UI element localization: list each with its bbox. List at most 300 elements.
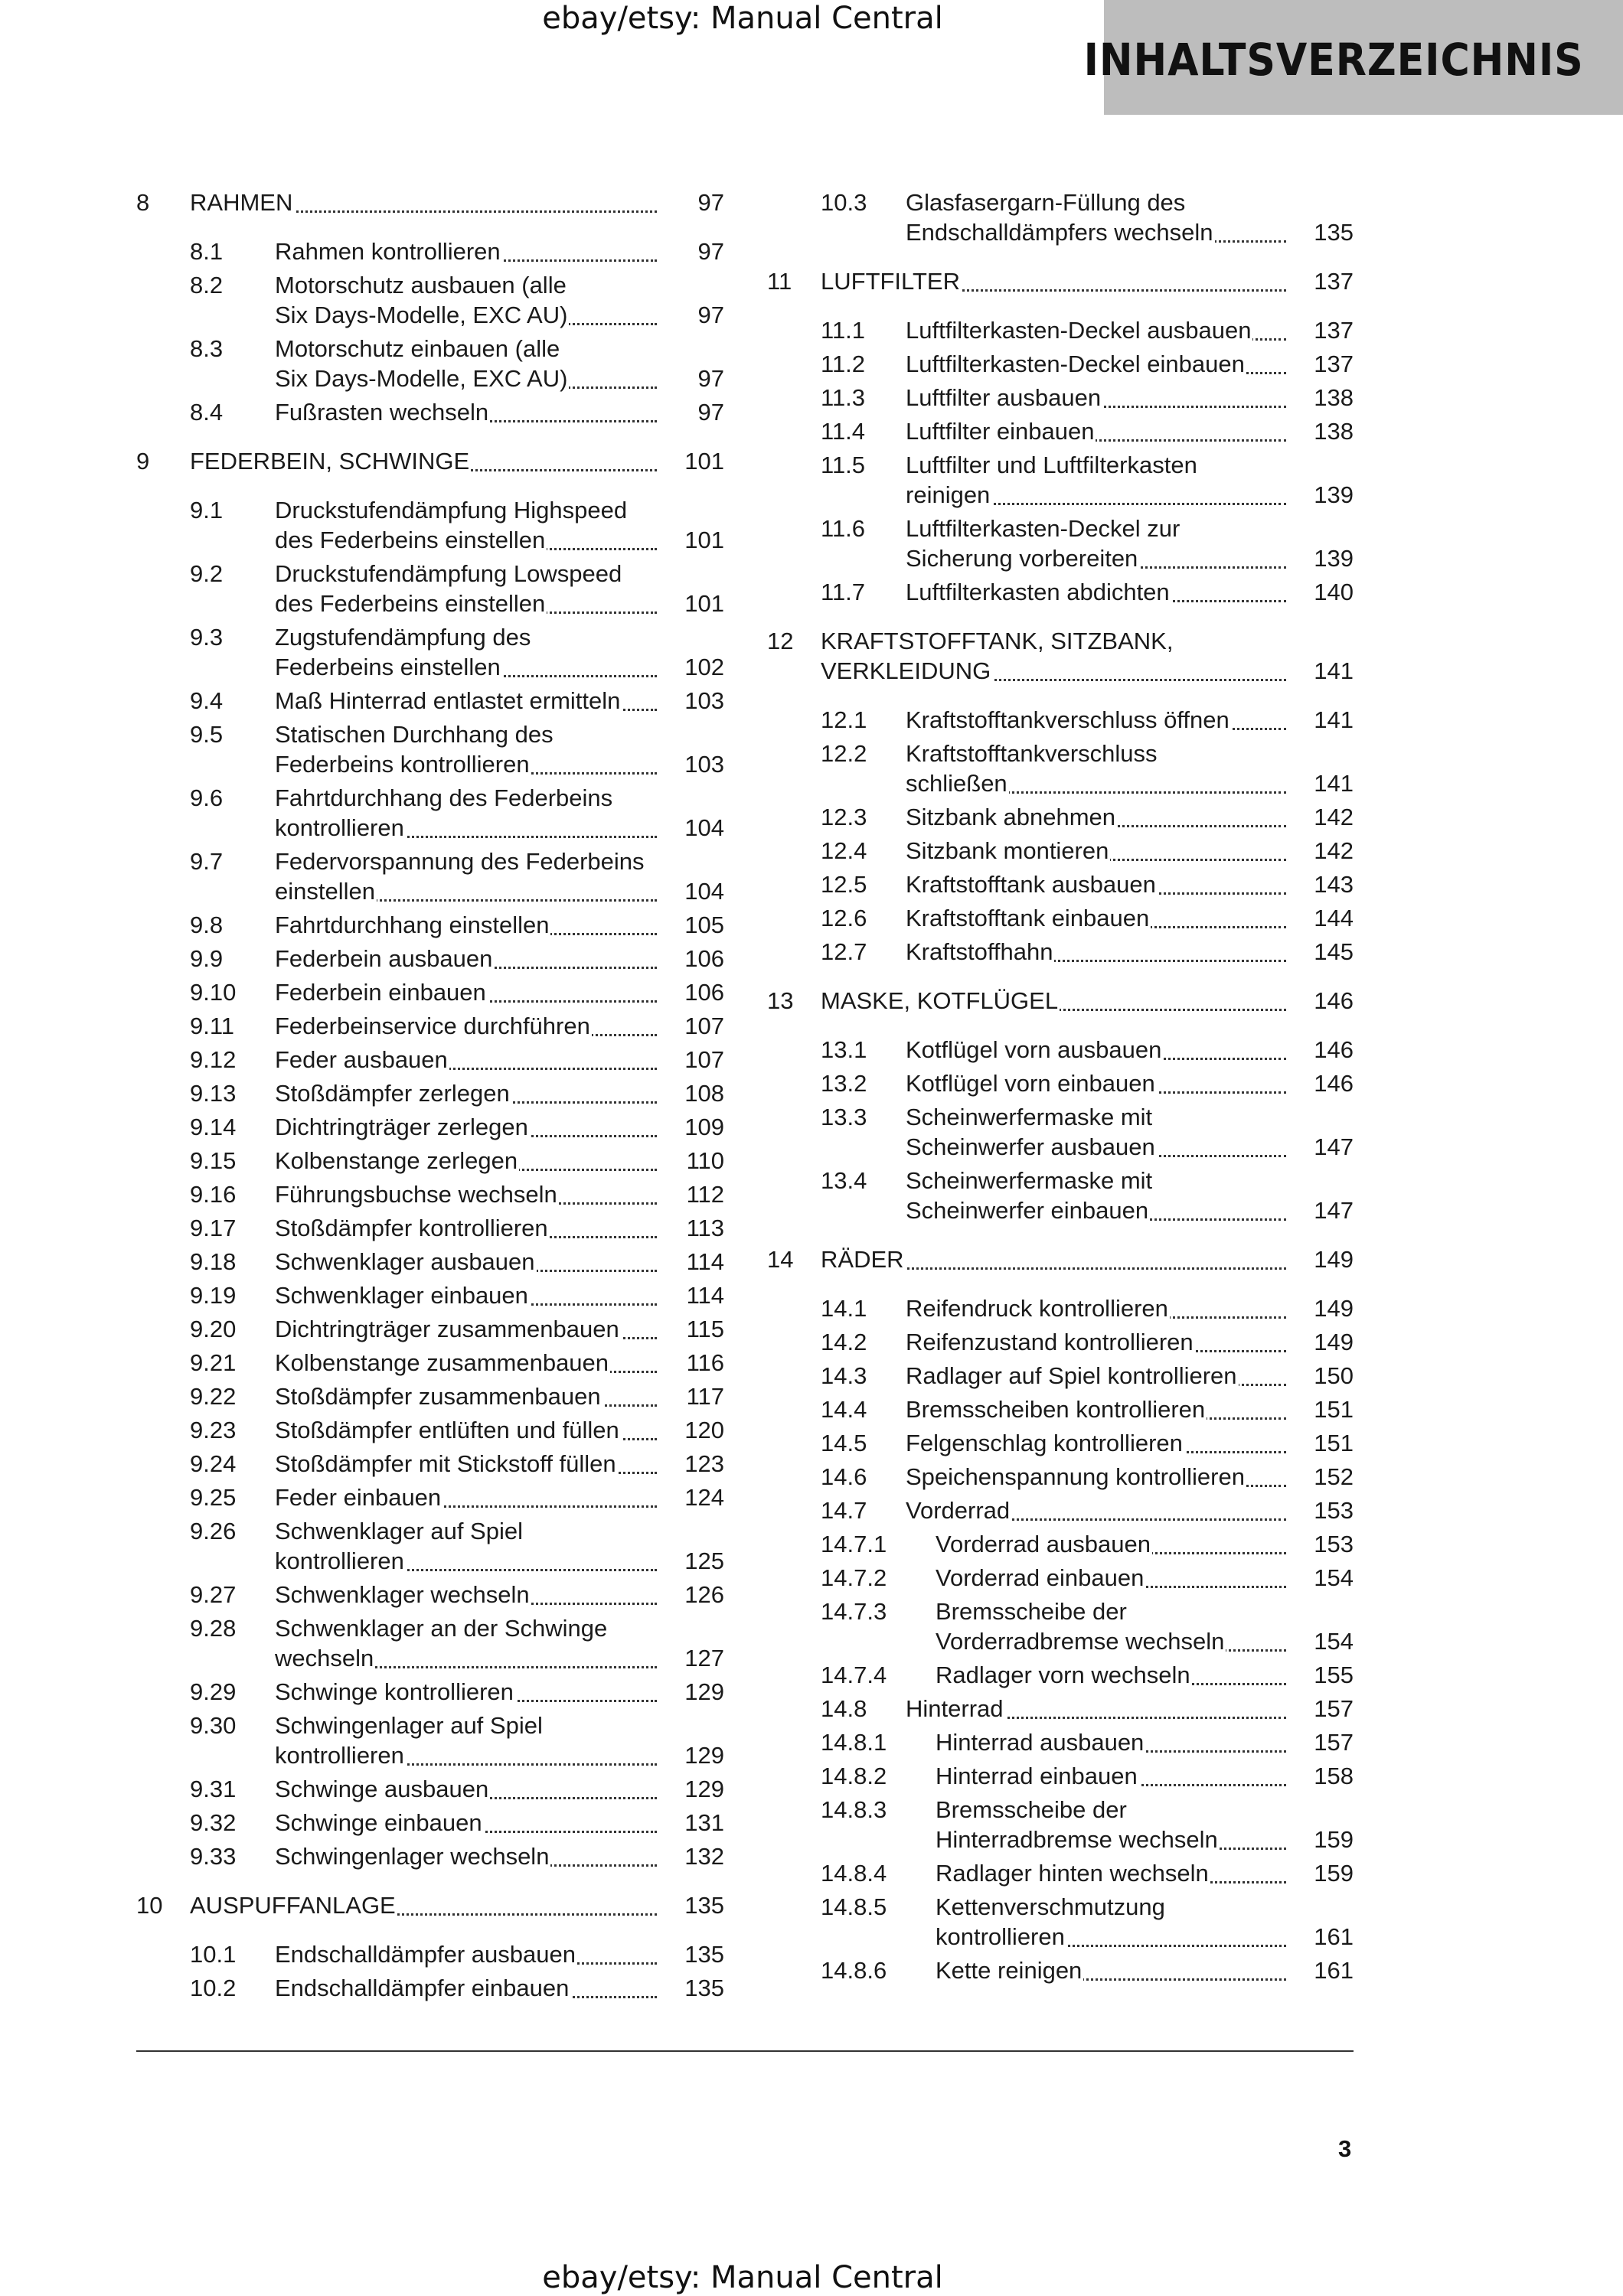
toc-entry-title: Bremsscheiben kontrollieren bbox=[906, 1396, 1206, 1423]
toc-entry-leader bbox=[275, 1740, 724, 1770]
toc-entry-title: Endschalldämpfer ausbauen bbox=[275, 1941, 576, 1968]
toc-entry-leader bbox=[275, 525, 724, 555]
toc-entry-title: Reifendruck kontrollieren bbox=[906, 1295, 1168, 1322]
toc-entry-page: 132 bbox=[684, 1843, 724, 1870]
toc-entry-number: 8.4 bbox=[190, 399, 224, 426]
toc-entry-leader bbox=[906, 1394, 1354, 1424]
toc-entry-number: 9.31 bbox=[190, 1776, 237, 1802]
toc-entry-leader bbox=[936, 1727, 1354, 1757]
toc-entry-section bbox=[136, 1179, 724, 1209]
toc-entry-page: 157 bbox=[1314, 1729, 1354, 1756]
toc-entry-title: FEDERBEIN, SCHWINGE bbox=[190, 448, 470, 475]
toc-entry-section bbox=[136, 1808, 724, 1838]
toc-entry-title: Dichtringträger zusammenbauen bbox=[275, 1316, 619, 1342]
toc-entry-section bbox=[136, 1939, 724, 1969]
toc-entry-leader bbox=[275, 1280, 724, 1310]
toc-entry-number: 14.8 bbox=[821, 1695, 867, 1722]
toc-entry-section bbox=[136, 495, 724, 555]
toc-entry-sub bbox=[767, 1761, 1354, 1791]
toc-entry-leader bbox=[275, 1146, 724, 1176]
toc-entry-number: 13 bbox=[767, 987, 794, 1014]
toc-entry-leader bbox=[906, 1428, 1354, 1458]
watermark-top: ebay/etsy: Manual Central bbox=[542, 1, 943, 36]
toc-entry-page: 101 bbox=[684, 590, 724, 617]
toc-entry-page: 114 bbox=[686, 1248, 724, 1275]
toc-entry-leader bbox=[906, 1327, 1354, 1357]
toc-entry-section bbox=[767, 383, 1354, 413]
toc-entry-number: 10.3 bbox=[821, 189, 867, 216]
toc-entry-title: RÄDER bbox=[821, 1246, 904, 1273]
toc-entry-leader bbox=[275, 1381, 724, 1411]
toc-entry-title: Radlager hinten wechseln bbox=[936, 1860, 1209, 1887]
toc-entry-page: 161 bbox=[1314, 1923, 1354, 1950]
toc-entry-number: 12.1 bbox=[821, 706, 867, 733]
toc-entry-page: 97 bbox=[697, 399, 724, 426]
toc-entry-section bbox=[136, 910, 724, 940]
toc-entry-number: 9.25 bbox=[190, 1484, 237, 1511]
toc-entry-title: des Federbeins einstellen bbox=[275, 527, 546, 553]
toc-entry-title-line: Motorschutz einbauen (alle bbox=[275, 335, 560, 362]
toc-entry-number: 11.1 bbox=[821, 317, 866, 344]
toc-entry-title: Feder ausbauen bbox=[275, 1046, 448, 1073]
toc-entry-page: 152 bbox=[1314, 1463, 1354, 1490]
toc-entry-leader bbox=[936, 1858, 1354, 1888]
toc-entry-title-line: Kraftstofftankverschluss bbox=[906, 740, 1158, 767]
toc-entry-title: Endschalldämpfers wechseln bbox=[906, 219, 1213, 246]
toc-entry-leader bbox=[275, 1011, 724, 1041]
toc-entry-sub bbox=[767, 1892, 1354, 1952]
toc-entry-title: Vorderrad bbox=[906, 1497, 1011, 1524]
toc-entry-title: schließen bbox=[906, 770, 1007, 797]
toc-entry-number: 14.8.2 bbox=[821, 1763, 887, 1789]
toc-entry-leader bbox=[906, 705, 1354, 735]
toc-entry-title: AUSPUFFANLAGE bbox=[190, 1892, 396, 1919]
toc-entry-section bbox=[767, 188, 1354, 247]
toc-entry-section bbox=[136, 1213, 724, 1243]
toc-entry-number: 14.8.3 bbox=[821, 1796, 887, 1823]
toc-entry-title: Sicherung vorbereiten bbox=[906, 545, 1138, 572]
toc-entry-title: Kraftstofftank ausbauen bbox=[906, 871, 1156, 898]
toc-entry-page: 107 bbox=[684, 1013, 724, 1039]
toc-entry-title-line: Schwingenlager auf Spiel bbox=[275, 1712, 543, 1739]
toc-entry-section bbox=[767, 450, 1354, 510]
toc-entry-number: 9.18 bbox=[190, 1248, 237, 1275]
toc-entry-leader bbox=[906, 1195, 1354, 1225]
toc-entry-section bbox=[767, 1694, 1354, 1724]
toc-entry-sub bbox=[767, 1660, 1354, 1690]
toc-entry-leader bbox=[906, 349, 1354, 379]
toc-entry-number: 9.21 bbox=[190, 1349, 237, 1376]
toc-entry-page: 115 bbox=[686, 1316, 724, 1342]
toc-entry-leader bbox=[275, 1841, 724, 1871]
toc-entry-leader bbox=[821, 656, 1354, 686]
toc-entry-leader bbox=[275, 876, 724, 906]
toc-entry-number: 10.1 bbox=[190, 1941, 237, 1968]
toc-entry-number: 9.19 bbox=[190, 1282, 237, 1309]
toc-entry-section bbox=[136, 1112, 724, 1142]
toc-entry-leader bbox=[275, 944, 724, 974]
toc-entry-title: Federbeinservice durchführen bbox=[275, 1013, 590, 1039]
toc-entry-leader bbox=[275, 1643, 724, 1673]
toc-entry-leader bbox=[275, 1078, 724, 1108]
toc-entry-section bbox=[136, 1677, 724, 1707]
toc-entry-number: 9.4 bbox=[190, 687, 224, 714]
toc-entry-title: Schwinge ausbauen bbox=[275, 1776, 489, 1802]
toc-entry-chapter bbox=[767, 986, 1354, 1016]
toc-entry-page: 141 bbox=[1314, 706, 1354, 733]
toc-entry-number: 9.28 bbox=[190, 1615, 237, 1642]
toc-entry-number: 11.5 bbox=[821, 452, 866, 478]
toc-entry-section bbox=[136, 1841, 724, 1871]
toc-entry-number: 14.7.3 bbox=[821, 1598, 887, 1625]
toc-entry-page: 149 bbox=[1314, 1246, 1354, 1273]
toc-entry-number: 14.1 bbox=[821, 1295, 867, 1322]
toc-entry-number: 9.12 bbox=[190, 1046, 237, 1073]
toc-entry-page: 110 bbox=[686, 1147, 724, 1174]
toc-entry-title: Felgenschlag kontrollieren bbox=[906, 1430, 1183, 1456]
toc-entry-number: 12.7 bbox=[821, 938, 867, 965]
toc-entry-leader bbox=[906, 1068, 1354, 1098]
toc-entry-number: 14.8.4 bbox=[821, 1860, 887, 1887]
toc-entry-title-line: Luftfilter und Luftfilterkasten bbox=[906, 452, 1197, 478]
toc-entry-title: Vorderradbremse wechseln bbox=[936, 1628, 1225, 1655]
toc-entry-number: 12.5 bbox=[821, 871, 867, 898]
toc-entry-page: 137 bbox=[1314, 351, 1354, 377]
toc-entry-title: Scheinwerfer einbauen bbox=[906, 1197, 1149, 1224]
toc-entry-page: 154 bbox=[1314, 1628, 1354, 1655]
toc-entry-page: 116 bbox=[686, 1349, 724, 1376]
toc-entry-section bbox=[136, 977, 724, 1007]
toc-entry-chapter bbox=[767, 266, 1354, 296]
page-title: INHALTSVERZEICHNIS bbox=[1083, 34, 1584, 86]
toc-entry-page: 129 bbox=[684, 1742, 724, 1769]
toc-entry-page: 141 bbox=[1314, 657, 1354, 684]
toc-entry-section bbox=[136, 1348, 724, 1378]
toc-entry-number: 13.4 bbox=[821, 1167, 867, 1194]
toc-entry-number: 10 bbox=[136, 1892, 163, 1919]
toc-entry-leader bbox=[906, 836, 1354, 866]
toc-entry-title: Reifenzustand kontrollieren bbox=[906, 1329, 1194, 1355]
toc-entry-title: Federbeins kontrollieren bbox=[275, 751, 530, 778]
toc-entry-number: 9.17 bbox=[190, 1215, 237, 1241]
toc-entry-leader bbox=[936, 1626, 1354, 1656]
toc-entry-number: 13.2 bbox=[821, 1070, 867, 1097]
toc-entry-number: 9.11 bbox=[190, 1013, 235, 1039]
toc-entry-page: 97 bbox=[697, 238, 724, 265]
toc-entry-number: 9.32 bbox=[190, 1809, 237, 1836]
toc-entry-page: 138 bbox=[1314, 418, 1354, 445]
toc-entry-leader bbox=[906, 1293, 1354, 1323]
toc-entry-title: Federbein einbauen bbox=[275, 979, 486, 1006]
toc-entry-number: 12 bbox=[767, 628, 794, 654]
toc-entry-page: 106 bbox=[684, 945, 724, 972]
toc-entry-leader bbox=[275, 1213, 724, 1243]
toc-entry-title: Federbein ausbauen bbox=[275, 945, 493, 972]
toc-entry-leader bbox=[275, 1774, 724, 1804]
toc-entry-leader bbox=[275, 1179, 724, 1209]
toc-entry-page: 125 bbox=[684, 1548, 724, 1574]
toc-entry-leader bbox=[275, 1482, 724, 1512]
toc-entry-title: reinigen bbox=[906, 481, 991, 508]
toc-entry-leader bbox=[906, 416, 1354, 446]
toc-entry-title: RAHMEN bbox=[190, 189, 293, 216]
toc-entry-leader bbox=[906, 577, 1354, 607]
toc-entry-leader bbox=[275, 1112, 724, 1142]
toc-entry-title-line: Druckstufendämpfung Highspeed bbox=[275, 497, 628, 523]
toc-entry-section bbox=[136, 1280, 724, 1310]
toc-entry-leader bbox=[936, 1660, 1354, 1690]
toc-entry-page: 151 bbox=[1314, 1396, 1354, 1423]
toc-entry-title: Kotflügel vorn einbauen bbox=[906, 1070, 1155, 1097]
toc-entry-section bbox=[767, 1166, 1354, 1225]
toc-entry-number: 11 bbox=[767, 268, 792, 295]
toc-entry-section bbox=[767, 1327, 1354, 1357]
toc-entry-title-line: Kettenverschmutzung bbox=[936, 1893, 1165, 1920]
toc-entry-number: 9 bbox=[136, 448, 150, 475]
toc-entry-page: 117 bbox=[686, 1383, 724, 1410]
toc-entry-leader bbox=[906, 802, 1354, 832]
toc-entry-number: 8.1 bbox=[190, 238, 224, 265]
toc-entry-page: 101 bbox=[684, 527, 724, 553]
toc-entry-number: 12.2 bbox=[821, 740, 867, 767]
toc-entry-page: 126 bbox=[684, 1581, 724, 1608]
toc-entry-page: 113 bbox=[686, 1215, 724, 1241]
toc-entry-leader bbox=[906, 1035, 1354, 1065]
toc-entry-section bbox=[767, 349, 1354, 379]
toc-entry-number: 9.3 bbox=[190, 624, 224, 651]
toc-entry-section bbox=[136, 1011, 724, 1041]
toc-entry-page: 123 bbox=[684, 1450, 724, 1477]
toc-entry-leader bbox=[275, 1677, 724, 1707]
toc-entry-title: Stoßdämpfer zerlegen bbox=[275, 1080, 510, 1107]
toc-entry-page: 114 bbox=[686, 1282, 724, 1309]
toc-entry-page: 105 bbox=[684, 912, 724, 938]
toc-entry-section bbox=[136, 1415, 724, 1445]
toc-entry-section bbox=[136, 1247, 724, 1277]
toc-entry-number: 9.6 bbox=[190, 784, 224, 811]
toc-entry-number: 14.2 bbox=[821, 1329, 867, 1355]
toc-entry-leader bbox=[906, 768, 1354, 798]
toc-entry-sub bbox=[767, 1858, 1354, 1888]
toc-entry-page: 97 bbox=[697, 302, 724, 328]
toc-entry-section bbox=[767, 869, 1354, 899]
toc-entry-title: Vorderrad ausbauen bbox=[936, 1531, 1151, 1557]
toc-entry-page: 97 bbox=[697, 365, 724, 392]
toc-entry-title: Hinterradbremse wechseln bbox=[936, 1826, 1218, 1853]
toc-entry-page: 124 bbox=[684, 1484, 724, 1511]
toc-entry-leader bbox=[275, 1580, 724, 1609]
toc-entry-title: Sitzbank montieren bbox=[906, 837, 1109, 864]
toc-entry-title: Führungsbuchse wechseln bbox=[275, 1181, 557, 1208]
toc-entry-page: 137 bbox=[1314, 317, 1354, 344]
toc-entry-section bbox=[136, 1381, 724, 1411]
toc-entry-leader bbox=[906, 1694, 1354, 1724]
toc-entry-page: 106 bbox=[684, 979, 724, 1006]
toc-entry-leader bbox=[275, 1348, 724, 1378]
toc-entry-section bbox=[767, 1495, 1354, 1525]
toc-entry-section bbox=[136, 1078, 724, 1108]
toc-entry-title: Schwenklager ausbauen bbox=[275, 1248, 535, 1275]
toc-entry-page: 108 bbox=[684, 1080, 724, 1107]
toc-entry-page: 137 bbox=[1314, 268, 1354, 295]
toc-entry-page: 150 bbox=[1314, 1362, 1354, 1389]
toc-entry-page: 104 bbox=[684, 878, 724, 905]
toc-entry-number: 11.3 bbox=[821, 384, 866, 411]
toc-left-column bbox=[136, 188, 724, 2007]
toc-entry-page: 135 bbox=[1314, 219, 1354, 246]
toc-entry-leader bbox=[275, 977, 724, 1007]
toc-entry-page: 155 bbox=[1314, 1662, 1354, 1688]
toc-entry-title: Hinterrad ausbauen bbox=[936, 1729, 1145, 1756]
toc-entry-number: 9.13 bbox=[190, 1080, 237, 1107]
toc-entry-title: Kraftstofftank einbauen bbox=[906, 905, 1150, 931]
toc-entry-leader bbox=[906, 869, 1354, 899]
toc-entry-leader bbox=[190, 188, 724, 217]
toc-entry-leader bbox=[906, 1132, 1354, 1162]
toc-entry-title-line: KRAFTSTOFFTANK, SITZBANK, bbox=[821, 628, 1174, 654]
toc-entry-number: 14.5 bbox=[821, 1430, 867, 1456]
toc-entry-number: 14.7.1 bbox=[821, 1531, 887, 1557]
toc-entry-number: 9.20 bbox=[190, 1316, 237, 1342]
toc-entry-section bbox=[136, 397, 724, 427]
toc-entry-number: 9.22 bbox=[190, 1383, 237, 1410]
toc-entry-leader bbox=[275, 813, 724, 843]
toc-entry-number: 9.8 bbox=[190, 912, 224, 938]
toc-entry-page: 157 bbox=[1314, 1695, 1354, 1722]
toc-entry-section bbox=[136, 944, 724, 974]
toc-entry-title: Kette reinigen bbox=[936, 1957, 1083, 1984]
toc-entry-number: 9.23 bbox=[190, 1417, 237, 1443]
toc-entry-number: 9.30 bbox=[190, 1712, 237, 1739]
toc-entry-title: kontrollieren bbox=[936, 1923, 1065, 1950]
toc-entry-title: Schwingenlager wechseln bbox=[275, 1843, 550, 1870]
toc-entry-page: 107 bbox=[684, 1046, 724, 1073]
toc-entry-title-line: Scheinwerfermaske mit bbox=[906, 1104, 1153, 1130]
toc-entry-leader bbox=[906, 543, 1354, 573]
toc-entry-sub bbox=[767, 1727, 1354, 1757]
toc-entry-title: kontrollieren bbox=[275, 814, 404, 841]
toc-entry-section bbox=[136, 719, 724, 779]
toc-entry-section bbox=[767, 1068, 1354, 1098]
toc-entry-number: 11.2 bbox=[821, 351, 866, 377]
toc-entry-sub bbox=[767, 1563, 1354, 1593]
toc-entry-page: 103 bbox=[684, 687, 724, 714]
toc-entry-number: 9.9 bbox=[190, 945, 224, 972]
toc-entry-leader bbox=[936, 1761, 1354, 1791]
toc-entry-leader bbox=[821, 266, 1354, 296]
toc-entry-page: 138 bbox=[1314, 384, 1354, 411]
toc-entry-title: Feder einbauen bbox=[275, 1484, 442, 1511]
toc-entry-title: Schwinge kontrollieren bbox=[275, 1678, 514, 1705]
toc-entry-page: 120 bbox=[684, 1417, 724, 1443]
toc-entry-leader bbox=[936, 1563, 1354, 1593]
toc-entry-leader bbox=[906, 315, 1354, 345]
toc-entry-title: Fahrtdurchhang einstellen bbox=[275, 912, 550, 938]
toc-entry-leader bbox=[275, 1973, 724, 2003]
toc-entry-title: Schwenklager einbauen bbox=[275, 1282, 528, 1309]
toc-entry-number: 9.33 bbox=[190, 1843, 237, 1870]
toc-entry-number: 9.26 bbox=[190, 1518, 237, 1544]
toc-entry-number: 12.4 bbox=[821, 837, 867, 864]
toc-entry-leader bbox=[906, 1361, 1354, 1391]
toc-entry-title-line: Fahrtdurchhang des Federbeins bbox=[275, 784, 613, 811]
toc-entry-number: 14.3 bbox=[821, 1362, 867, 1389]
toc-entry-title-line: Federvorspannung des Federbeins bbox=[275, 848, 645, 875]
header-bar bbox=[1083, 0, 1623, 115]
toc-entry-leader bbox=[275, 910, 724, 940]
toc-entry-page: 161 bbox=[1314, 1957, 1354, 1984]
toc-entry-number: 12.6 bbox=[821, 905, 867, 931]
toc-entry-section bbox=[767, 577, 1354, 607]
toc-entry-page: 127 bbox=[684, 1645, 724, 1671]
toc-entry-chapter bbox=[136, 446, 724, 476]
toc-entry-leader bbox=[906, 937, 1354, 967]
toc-entry-section bbox=[136, 1449, 724, 1479]
toc-entry-leader bbox=[906, 217, 1354, 247]
toc-entry-leader bbox=[275, 1045, 724, 1075]
toc-entry-leader bbox=[275, 1247, 724, 1277]
toc-entry-number: 13.1 bbox=[821, 1036, 867, 1063]
toc-entry-number: 11.6 bbox=[821, 515, 866, 542]
toc-entry-leader bbox=[906, 383, 1354, 413]
toc-entry-leader bbox=[275, 589, 724, 618]
toc-entry-page: 146 bbox=[1314, 987, 1354, 1014]
toc-entry-title: Speichenspannung kontrollieren bbox=[906, 1463, 1245, 1490]
toc-entry-page: 129 bbox=[684, 1678, 724, 1705]
toc-entry-title: Kraftstofftankverschluss öffnen bbox=[906, 706, 1229, 733]
toc-entry-number: 10.2 bbox=[190, 1975, 237, 2001]
toc-entry-leader bbox=[275, 652, 724, 682]
toc-entry-leader bbox=[275, 397, 724, 427]
toc-entry-title: Stoßdämpfer mit Stickstoff füllen bbox=[275, 1450, 616, 1477]
toc-entry-title-line: Bremsscheibe der bbox=[936, 1598, 1127, 1625]
toc-entry-section bbox=[767, 802, 1354, 832]
toc-entry-title: wechseln bbox=[275, 1645, 374, 1671]
toc-entry-sub bbox=[767, 1529, 1354, 1559]
toc-entry-section bbox=[767, 1293, 1354, 1323]
toc-entry-title-line: Luftfilterkasten-Deckel zur bbox=[906, 515, 1181, 542]
toc-entry-page: 149 bbox=[1314, 1295, 1354, 1322]
toc-entry-number: 12.3 bbox=[821, 804, 867, 830]
toc-entry-leader bbox=[906, 903, 1354, 933]
toc-entry-number: 8.3 bbox=[190, 335, 224, 362]
toc-entry-number: 14.7.4 bbox=[821, 1662, 887, 1688]
toc-entry-leader bbox=[936, 1955, 1354, 1985]
toc-entry-leader bbox=[275, 236, 724, 266]
toc-entry-leader bbox=[275, 686, 724, 716]
toc-entry-leader bbox=[906, 1495, 1354, 1525]
toc-entry-title: Six Days-Modelle, EXC AU) bbox=[275, 365, 568, 392]
toc-entry-page: 158 bbox=[1314, 1763, 1354, 1789]
toc-entry-leader bbox=[275, 1415, 724, 1445]
toc-entry-page: 159 bbox=[1314, 1826, 1354, 1853]
toc-entry-page: 109 bbox=[684, 1114, 724, 1140]
toc-entry-number: 11.7 bbox=[821, 579, 866, 605]
toc-entry-section bbox=[136, 1774, 724, 1804]
toc-entry-page: 151 bbox=[1314, 1430, 1354, 1456]
toc-entry-number: 14.8.6 bbox=[821, 1957, 887, 1984]
toc-entry-title: Stoßdämpfer zusammenbauen bbox=[275, 1383, 601, 1410]
toc-entry-title: LUFTFILTER bbox=[821, 268, 960, 295]
toc-entry-title: Schwenklager wechseln bbox=[275, 1581, 530, 1608]
toc-entry-page: 112 bbox=[686, 1181, 724, 1208]
toc-entry-section bbox=[767, 514, 1354, 573]
toc-entry-leader bbox=[906, 1462, 1354, 1492]
toc-entry-number: 13.3 bbox=[821, 1104, 867, 1130]
toc-entry-number: 9.24 bbox=[190, 1450, 237, 1477]
toc-entry-title: Luftfilterkasten-Deckel einbauen bbox=[906, 351, 1245, 377]
toc-entry-number: 9.16 bbox=[190, 1181, 237, 1208]
